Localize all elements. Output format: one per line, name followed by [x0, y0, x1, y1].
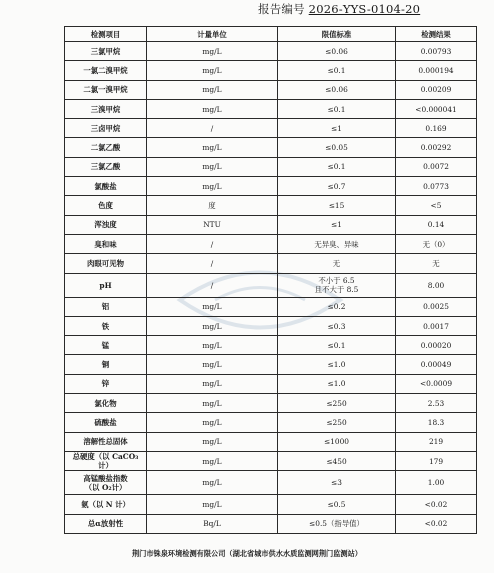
cell-result: 0.14: [396, 215, 477, 234]
cell-unit: mg/L: [147, 99, 278, 118]
table-row: [65, 297, 477, 316]
cell-result: 0.0017: [396, 316, 477, 335]
cell-unit: mg/L: [147, 355, 278, 374]
cell-item: 二氯乙酸: [65, 138, 147, 157]
cell-item: 三氯乙酸: [65, 157, 147, 176]
cell-result: 0.169: [396, 119, 477, 138]
table-row: [65, 451, 477, 470]
cell-result: 18.3: [396, 413, 477, 432]
table-row: [65, 80, 477, 99]
cell-unit: mg/L: [147, 471, 278, 495]
cell-unit: 度: [147, 196, 278, 215]
cell-unit: mg/L: [147, 394, 278, 413]
cell-unit: /: [147, 273, 278, 297]
cell-limit: ≤1000: [278, 432, 396, 451]
cell-result: 8.00: [396, 273, 477, 297]
report-number-label: 报告编号: [258, 2, 305, 16]
table-row: [65, 254, 477, 273]
cell-result: 0.00292: [396, 138, 477, 157]
table-row: [65, 432, 477, 451]
cell-item: 浑浊度: [65, 215, 147, 234]
cell-result: 0.0773: [396, 177, 477, 196]
cell-result: 0.0072: [396, 157, 477, 176]
cell-result: 无（0）: [396, 234, 477, 253]
cell-unit: /: [147, 254, 278, 273]
cell-unit: mg/L: [147, 336, 278, 355]
issuer-footer: 荆门市铢泉环境检测有限公司（湖北省城市供水水质监测网荆门监测站）: [131, 549, 362, 558]
table-row: [65, 316, 477, 335]
cell-item: 二氯一溴甲烷: [65, 80, 147, 99]
cell-item: 氯化物: [65, 394, 147, 413]
cell-item: 总硬度（以 CaCO₃ 计）: [65, 451, 147, 470]
cell-result: 0.000194: [396, 61, 477, 80]
cell-item: 三氯甲烷: [65, 42, 147, 61]
cell-item: 肉眼可见物: [65, 254, 147, 273]
cell-item: 氯酸盐: [65, 177, 147, 196]
cell-result: <0.02: [396, 514, 477, 533]
cell-item: 硫酸盐: [65, 413, 147, 432]
cell-item: 铜: [65, 355, 147, 374]
cell-item: 一氯二溴甲烷: [65, 61, 147, 80]
cell-unit: /: [147, 234, 278, 253]
table-row: [65, 273, 477, 297]
cell-limit: ≤0.06: [278, 80, 396, 99]
cell-result: <0.0009: [396, 374, 477, 393]
cell-unit: mg/L: [147, 374, 278, 393]
cell-limit: ≤250: [278, 394, 396, 413]
cell-unit: mg/L: [147, 413, 278, 432]
cell-item: 三卤甲烷: [65, 119, 147, 138]
cell-limit: 无异臭、异味: [278, 234, 396, 253]
cell-limit: ≤0.3: [278, 316, 396, 335]
cell-result: 0.00209: [396, 80, 477, 99]
cell-unit: mg/L: [147, 138, 278, 157]
table-row: [65, 42, 477, 61]
table-row: [65, 215, 477, 234]
cell-item: 铁: [65, 316, 147, 335]
cell-result: 179: [396, 451, 477, 470]
cell-limit: ≤15: [278, 196, 396, 215]
table-row: [65, 234, 477, 253]
table-row: [65, 61, 477, 80]
cell-item: 臭和味: [65, 234, 147, 253]
cell-result: <5: [396, 196, 477, 215]
cell-unit: mg/L: [147, 316, 278, 335]
cell-limit: ≤0.1: [278, 99, 396, 118]
cell-item: 高锰酸盐指数 （以 O₂计）: [65, 471, 147, 495]
cell-result: 0.00793: [396, 42, 477, 61]
cell-limit: ≤1.0: [278, 374, 396, 393]
header-row: [65, 27, 477, 42]
cell-unit: mg/L: [147, 451, 278, 470]
table-row: [65, 336, 477, 355]
cell-item: pH: [65, 273, 147, 297]
cell-result: 0.00020: [396, 336, 477, 355]
table-row: [65, 119, 477, 138]
cell-result: 无: [396, 254, 477, 273]
cell-item: 锌: [65, 374, 147, 393]
cell-result: 1.00: [396, 471, 477, 495]
cell-item: 铝: [65, 297, 147, 316]
table-row: [65, 495, 477, 514]
cell-limit: ≤0.7: [278, 177, 396, 196]
table-row: [65, 413, 477, 432]
cell-limit: ≤0.06: [278, 42, 396, 61]
cell-limit: ≤0.5（指导值）: [278, 514, 396, 533]
table-row: [65, 99, 477, 118]
cell-limit: 不小于 6.5 且不大于 8.5: [278, 273, 396, 297]
cell-unit: NTU: [147, 215, 278, 234]
table-row: [65, 157, 477, 176]
cell-result: 0.0025: [396, 297, 477, 316]
cell-item: 氨（以 N 计）: [65, 495, 147, 514]
cell-result: 219: [396, 432, 477, 451]
header-unit: 计量单位: [147, 27, 278, 42]
header-limit: 限值标准: [278, 27, 396, 42]
table-row: [65, 374, 477, 393]
cell-unit: mg/L: [147, 157, 278, 176]
cell-unit: mg/L: [147, 80, 278, 99]
table-row: [65, 196, 477, 215]
cell-item: 总α放射性: [65, 514, 147, 533]
header-result: 检测结果: [396, 27, 477, 42]
cell-limit: ≤0.1: [278, 61, 396, 80]
cell-limit: ≤0.2: [278, 297, 396, 316]
cell-limit: ≤0.1: [278, 157, 396, 176]
cell-result: 0.00049: [396, 355, 477, 374]
cell-unit: mg/L: [147, 297, 278, 316]
cell-unit: mg/L: [147, 495, 278, 514]
cell-unit: mg/L: [147, 42, 278, 61]
cell-limit: ≤0.1: [278, 336, 396, 355]
cell-item: 色度: [65, 196, 147, 215]
table-row: [65, 138, 477, 157]
cell-result: <0.02: [396, 495, 477, 514]
table-row: [65, 471, 477, 495]
report-number-value: 2026-YYS-0104-20: [308, 2, 421, 16]
cell-unit: /: [147, 119, 278, 138]
cell-limit: ≤1.0: [278, 355, 396, 374]
cell-unit: mg/L: [147, 61, 278, 80]
cell-unit: mg/L: [147, 177, 278, 196]
header-item: 检测项目: [65, 27, 147, 42]
table-row: [65, 514, 477, 533]
cell-item: 锰: [65, 336, 147, 355]
cell-limit: ≤1: [278, 119, 396, 138]
cell-result: <0.000041: [396, 99, 477, 118]
table-row: [65, 355, 477, 374]
table-row: [65, 394, 477, 413]
cell-limit: ≤0.5: [278, 495, 396, 514]
cell-item: 三溴甲烷: [65, 99, 147, 118]
results-table: [64, 26, 477, 534]
cell-limit: ≤1: [278, 215, 396, 234]
report-number: [258, 1, 420, 17]
table-row: [65, 177, 477, 196]
cell-limit: ≤450: [278, 451, 396, 470]
cell-item: 溶解性总固体: [65, 432, 147, 451]
cell-limit: ≤250: [278, 413, 396, 432]
cell-limit: ≤0.05: [278, 138, 396, 157]
cell-result: 2.53: [396, 394, 477, 413]
cell-limit: ≤3: [278, 471, 396, 495]
cell-unit: Bq/L: [147, 514, 278, 533]
cell-unit: mg/L: [147, 432, 278, 451]
cell-limit: 无: [278, 254, 396, 273]
